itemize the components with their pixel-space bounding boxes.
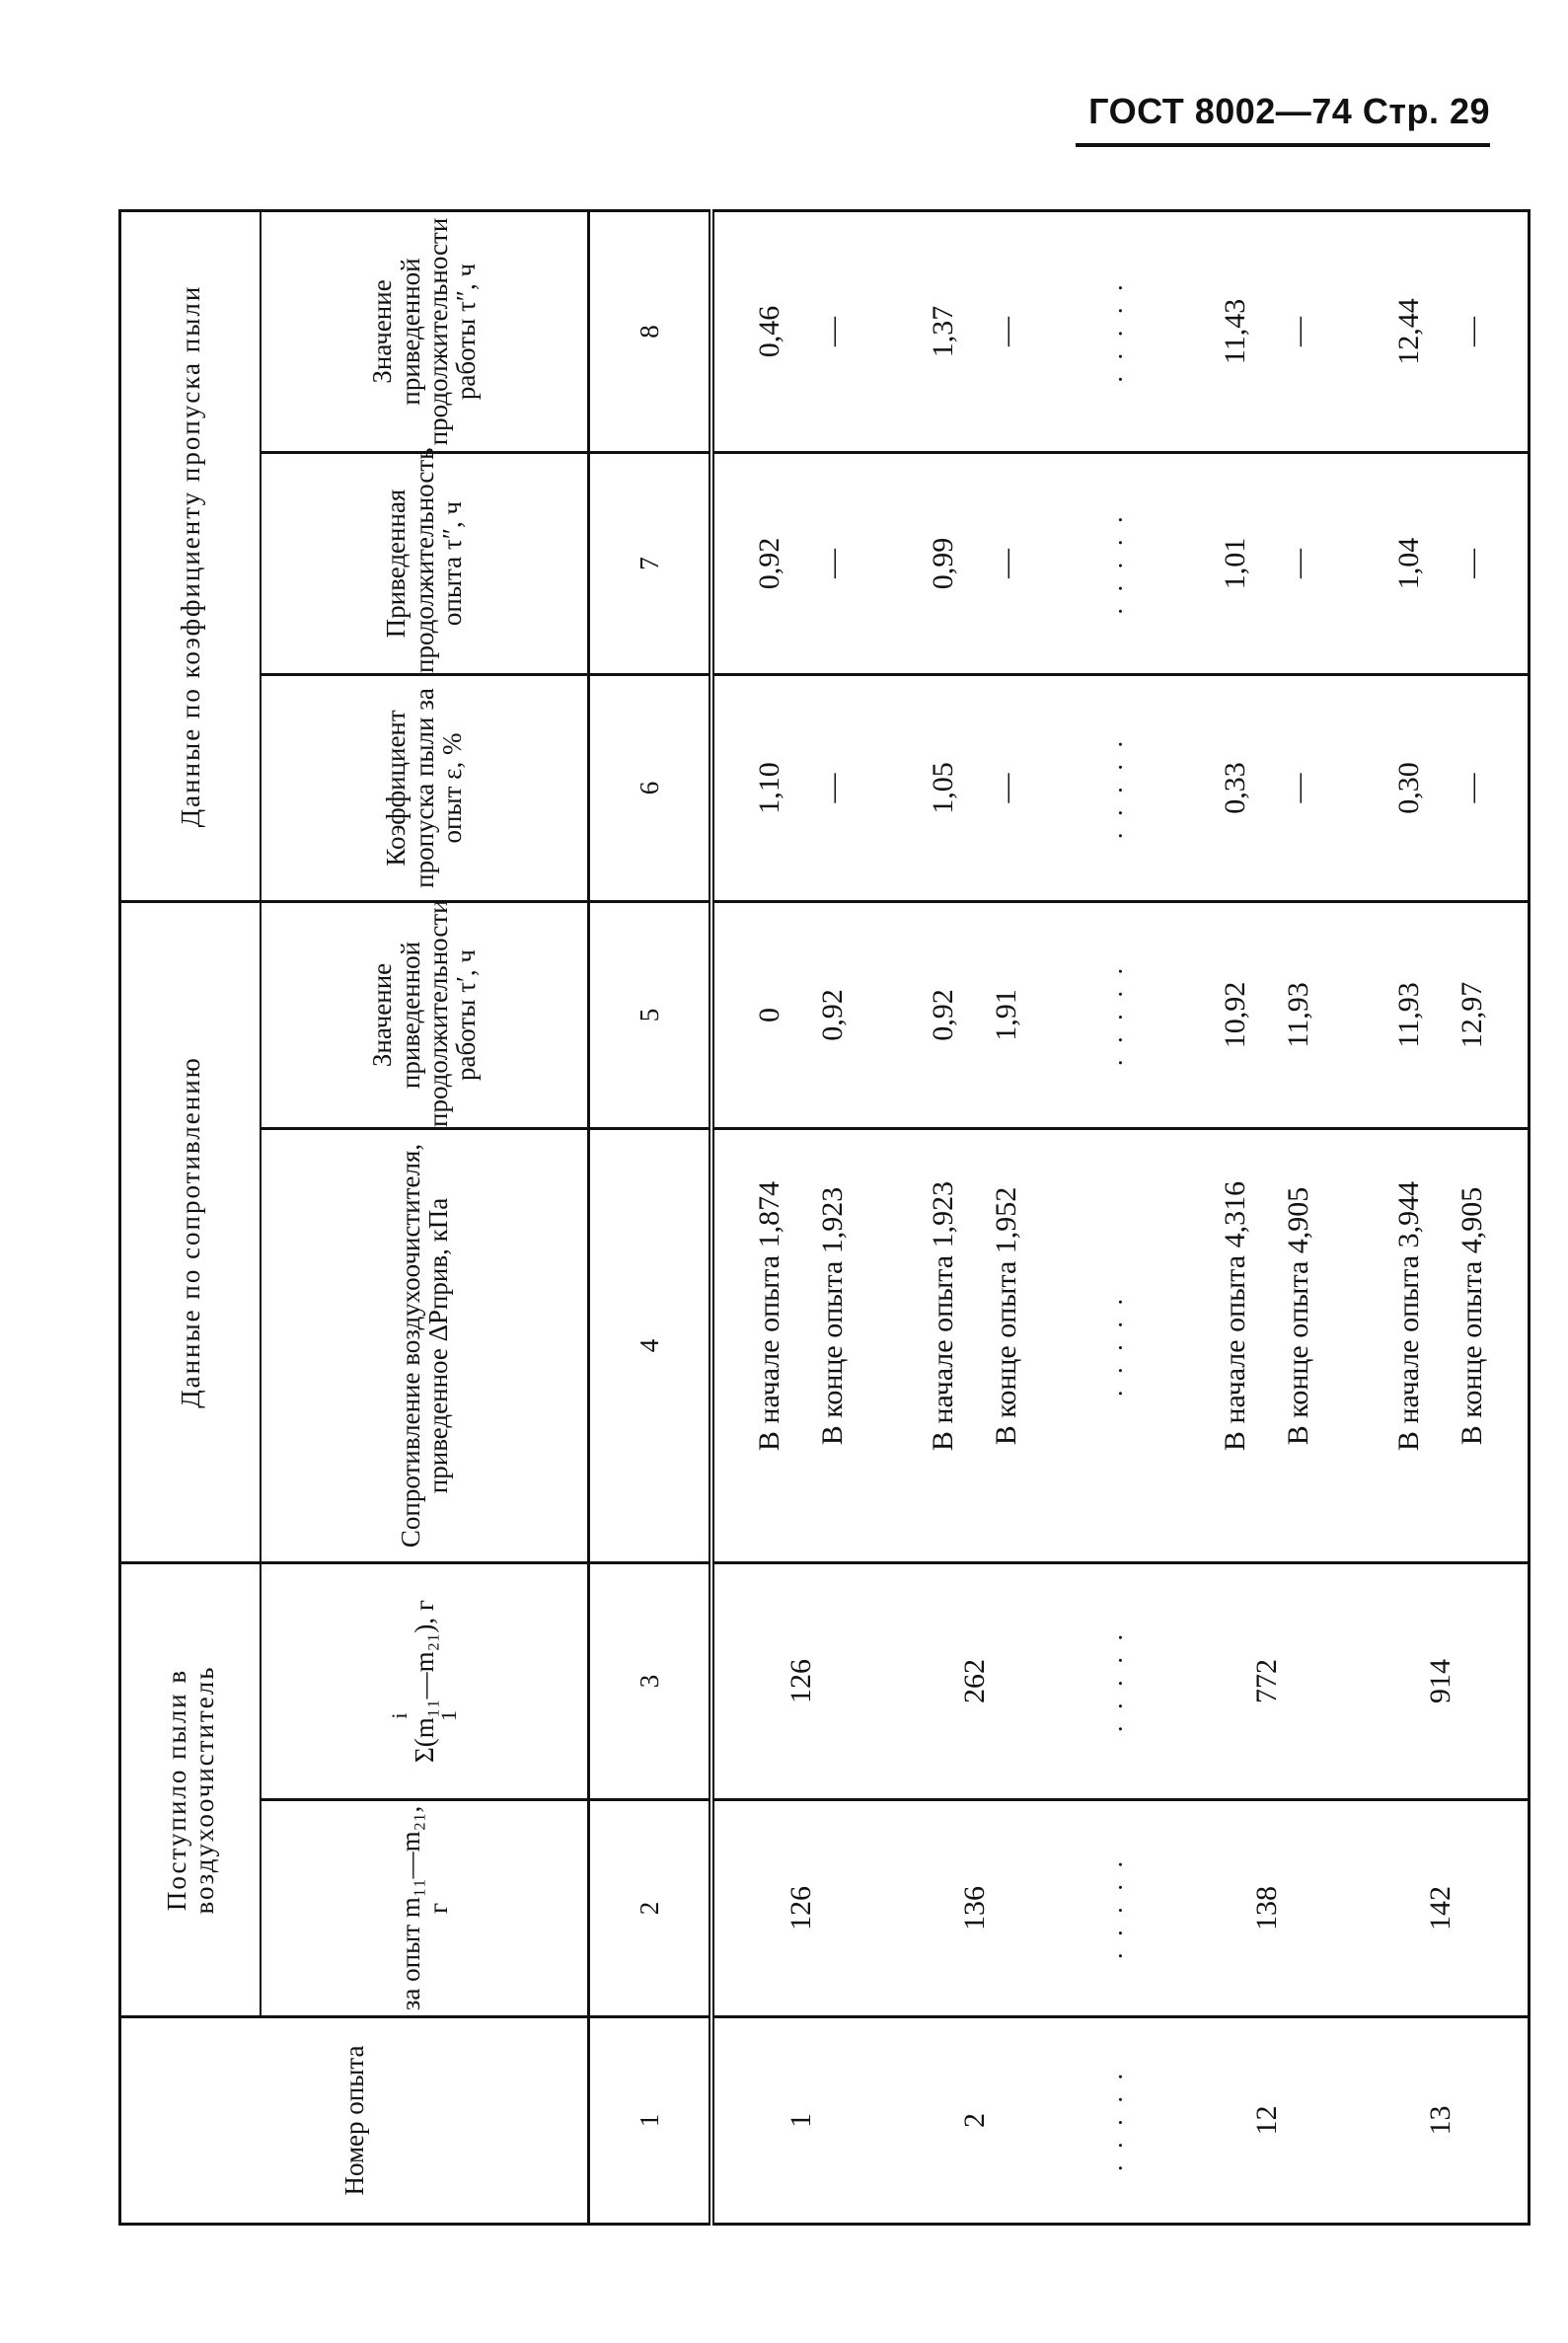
group-dust: Данные по коэффициенту пропуска пыли <box>120 210 261 901</box>
col-title-3: i Σ(m₁₁—m₂₁), г 1 <box>261 1562 589 1799</box>
cell-number: 2 <box>888 2017 1062 2225</box>
cell-duration: 0,92 1,91 <box>888 901 1062 1128</box>
cell-work-duration: 1,37 — <box>888 210 1062 452</box>
table-row <box>711 210 888 2224</box>
ellipsis: · · · · · <box>1062 1128 1180 1562</box>
cell-duration: 0 0,92 <box>711 901 888 1128</box>
cell-resistance: В начале опыта 1,923 В конце опыта 1,952 <box>888 1128 1062 1562</box>
cell-resistance: В начале опыта 3,944 В конце опыта 4,905 <box>1354 1128 1530 1562</box>
cell-number: 12 <box>1180 2017 1354 2225</box>
page-header: ГОСТ 8002—74 Стр. 29 <box>1088 91 1490 131</box>
cell-work-duration: 0,46 — <box>711 210 888 452</box>
ellipsis-row <box>1062 210 1180 2224</box>
cell-inflow-sum: 914 <box>1354 1562 1530 1799</box>
col-title-6: Коэффициент пропуска пыли за опыт ε, % <box>261 674 589 901</box>
ellipsis: · · · · · <box>1062 674 1180 901</box>
cell-test-duration: 1,04 — <box>1354 452 1530 674</box>
cell-inflow: 126 <box>711 1800 888 2017</box>
col-num-7: 7 <box>589 452 712 674</box>
cell-resistance: В начале опыта 4,316 В конце опыта 4,905 <box>1180 1128 1354 1562</box>
col-num-8: 8 <box>589 210 712 452</box>
ellipsis: · · · · · <box>1062 2017 1180 2225</box>
ellipsis: · · · · · <box>1062 1562 1180 1799</box>
rotated-table <box>118 212 1490 2226</box>
ellipsis: · · · · · <box>1062 452 1180 674</box>
col-num-3: 3 <box>589 1562 712 1799</box>
col-num-2: 2 <box>589 1800 712 2017</box>
cell-inflow-sum: 262 <box>888 1562 1062 1799</box>
cell-inflow-sum: 126 <box>711 1562 888 1799</box>
col-title-4: Сопротивление воздухоочистителя, приведенное ΔPприв, кПа <box>261 1128 589 1562</box>
col-title-7: Приведенная продолжительность опыта τ″, ч <box>261 452 589 674</box>
ellipsis: · · · · · <box>1062 1800 1180 2017</box>
col-title-5: Значение приведенной продолжительности работы τ′, ч <box>261 901 589 1128</box>
cell-resistance: В начале опыта 1,874 В конце опыта 1,923 <box>711 1128 888 1562</box>
group-resistance: Данные по сопротивлению <box>120 901 261 1562</box>
cell-inflow: 136 <box>888 1800 1062 2017</box>
cell-work-duration: 12,44 — <box>1354 210 1530 452</box>
col-num-6: 6 <box>589 674 712 901</box>
header-group-row <box>120 210 261 2224</box>
table-row <box>1354 210 1530 2224</box>
table-row <box>888 210 1062 2224</box>
cell-inflow: 138 <box>1180 1800 1354 2017</box>
col-title-1: Номер опыта <box>120 2017 589 2225</box>
cell-pass-coefficient: 0,30 — <box>1354 674 1530 901</box>
cell-duration: 10,92 11,93 <box>1180 901 1354 1128</box>
group-inflow: Поступило пыли в воздухоочиститель <box>120 1562 261 2016</box>
cell-pass-coefficient: 0,33 — <box>1180 674 1354 901</box>
cell-test-duration: 0,99 — <box>888 452 1062 674</box>
cell-inflow-sum: 772 <box>1180 1562 1354 1799</box>
col-num-4: 4 <box>589 1128 712 1562</box>
data-table <box>118 209 1531 2226</box>
cell-number: 1 <box>711 2017 888 2225</box>
ellipsis: · · · · · <box>1062 210 1180 452</box>
cell-test-duration: 0,92 — <box>711 452 888 674</box>
col-num-5: 5 <box>589 901 712 1128</box>
table-row <box>1180 210 1354 2224</box>
column-number-row <box>589 210 712 2224</box>
col-title-8: Значение приведенной продолжительности работы τ″, ч <box>261 210 589 452</box>
cell-pass-coefficient: 1,10 — <box>711 674 888 901</box>
col-title-2: за опыт m₁₁—m₂₁, г <box>261 1800 589 2017</box>
header-rule <box>1076 143 1490 147</box>
cell-number: 13 <box>1354 2017 1530 2225</box>
ellipsis: · · · · · <box>1062 901 1180 1128</box>
cell-pass-coefficient: 1,05 — <box>888 674 1062 901</box>
cell-test-duration: 1,01 — <box>1180 452 1354 674</box>
cell-inflow: 142 <box>1354 1800 1530 2017</box>
cell-duration: 11,93 12,97 <box>1354 901 1530 1128</box>
cell-work-duration: 11,43 — <box>1180 210 1354 452</box>
col-num-1: 1 <box>589 2017 712 2225</box>
header-title-row <box>261 210 589 2224</box>
